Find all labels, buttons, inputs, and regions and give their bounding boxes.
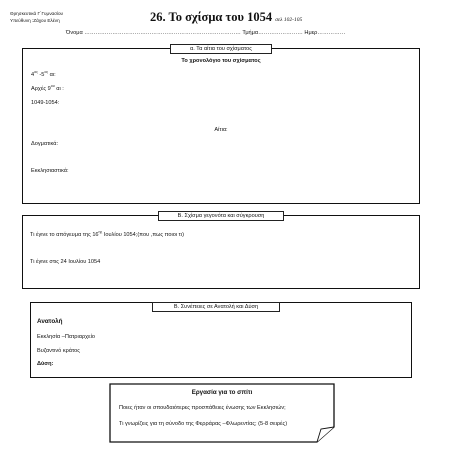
question-24-july: Τι έγινε στις 24 Ιουλίου 1054 (30, 259, 101, 265)
question-16-july: Τι έγινε το απόγευμα της $16^{\eta\varsigma}$ Ιουλίου 1054;(που ,πως ποιοι τι) (30, 230, 184, 238)
east-heading: Ανατολή (37, 318, 63, 325)
pages-ref: σελ 102-105 (275, 17, 303, 23)
section-a-tab: α. Τα αίτια του σχίσματος (170, 44, 272, 54)
church-patriarchate-label: Εκκλησία –Πατριαρχείο (37, 334, 95, 340)
student-fields-line: Όνομα ………………………………………………………………………… Τμήμα…………………… Ημερ…………… (66, 30, 346, 36)
causes-heading: Αίτια: (214, 127, 228, 133)
chronology-subtitle: Το χρονολόγιο του σχίσματος (181, 58, 261, 64)
row-1049-1054: 1049-1054: (31, 100, 60, 106)
homework-question-2: Τι γνωρίζεις για τη σύνοδο της Φερράρας –Φλωρεντίας; (5-8 σειρές) (119, 421, 288, 427)
ecclesiastic-label: Εκκλησιαστικά: (31, 168, 69, 174)
row-4th-5th-century: $4^{o\varsigma}$ $-5^{o\varsigma}$ αι: (31, 70, 56, 78)
dogmatic-label: Δογματικά: (31, 141, 59, 147)
row-early-9th-century: Αρχές $9^{o\upsilon}$ αι : (31, 84, 64, 92)
section-b-box (22, 215, 420, 289)
homework-question-1: Ποιες ήταν οι σπουδαιότερες προσπάθειες ένωσης των Εκκλησιών; (119, 405, 286, 411)
section-c-tab: Β. Συνέπειες σε Ανατολή και Δύση (152, 302, 280, 312)
byzantine-state-label: Βυζαντινό κράτος (37, 348, 80, 354)
school-subject: Θρησκευτικά Γ΄Γυμνασίου (10, 11, 64, 16)
section-b-tab: Β. Σχίσμα γεγονότα και σύγκρουση (158, 211, 284, 221)
section-a-box (22, 48, 420, 204)
west-heading: Δύση: (37, 361, 54, 367)
homework-title: Εργασία για το σπίτι (191, 389, 253, 396)
teacher-name: Υπεύθυνη :Ζάχου Ελένη (10, 18, 60, 23)
page-title (150, 10, 302, 25)
title-text: 26. Το σχίσμα του 1054 (150, 10, 273, 24)
